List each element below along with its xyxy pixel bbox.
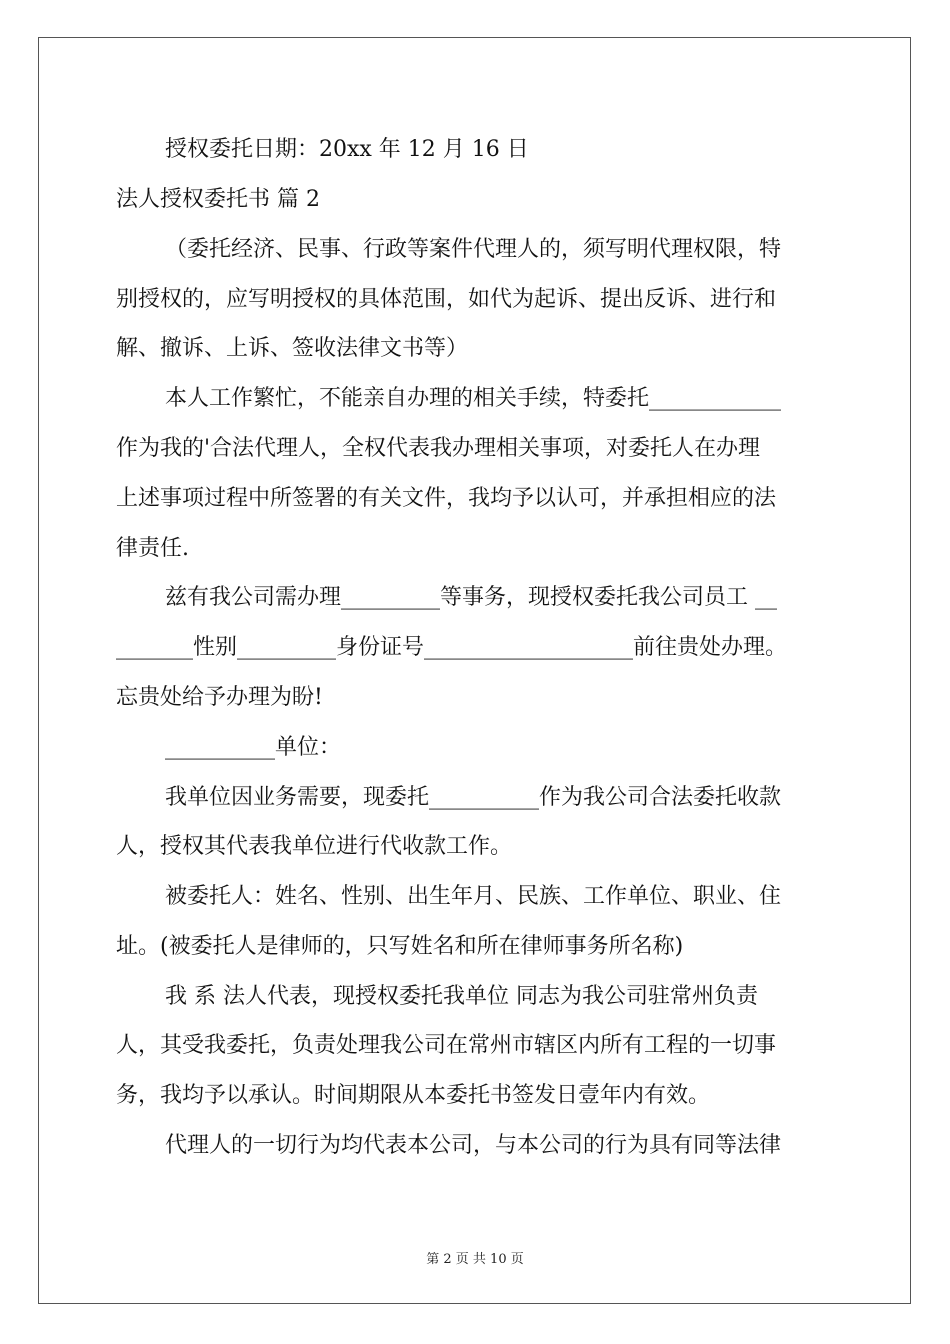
page-border	[38, 37, 911, 1304]
paragraph-line: 人，授权其代表我单位进行代收款工作。	[116, 834, 513, 859]
paragraph-line: 上述事项过程中所签署的有关文件，我均予以认可，并承担相应的法	[116, 486, 777, 511]
paragraph-line: 代理人的一切行为均代表本公司，与本公司的行为具有同等法律	[165, 1133, 782, 1158]
paragraph-line: 址。(被委托人是律师的，只写姓名和所在律师事务所名称)	[116, 934, 684, 959]
date-line: 授权委托日期：20xx 年 12 月 16 日	[165, 137, 529, 162]
paragraph-line: _______性别_________身份证号___________________前往贵处办理。	[116, 635, 788, 660]
section-title: 法人授权委托书 篇 2	[116, 187, 320, 212]
paragraph-line: 别授权的，应写明授权的具体范围，如代为起诉、提出反诉、进行和	[116, 287, 777, 312]
paragraph-line: 解、撤诉、上诉、签收法律文书等）	[116, 336, 469, 361]
paragraph-line: 律责任.	[116, 536, 189, 561]
paragraph-line: 作为我的'合法代理人，全权代表我办理相关事项，对委托人在办理	[116, 436, 761, 461]
paragraph-line: 被委托人：姓名、性别、出生年月、民族、工作单位、职业、住	[165, 884, 782, 909]
page-number-footer: 第 2 页 共 10 页	[426, 1252, 524, 1267]
paragraph-line: 务，我均予以承认。时间期限从本委托书签发日壹年内有效。	[116, 1083, 711, 1108]
paragraph-line: 我 系 法人代表，现授权委托我单位 同志为我公司驻常州负责	[165, 984, 758, 1009]
paragraph-line: 本人工作繁忙，不能亲自办理的相关手续，特委托____________	[165, 386, 782, 411]
paragraph-line: 忘贵处给予办理为盼!	[116, 685, 323, 710]
paragraph-line: 兹有我公司需办理_________等事务，现授权委托我公司员工 __	[165, 585, 777, 610]
paragraph-line: 人，其受我委托，负责处理我公司在常州市辖区内所有工程的一切事	[116, 1033, 777, 1058]
paragraph-line: 我单位因业务需要，现委托__________作为我公司合法委托收款	[165, 785, 782, 810]
paragraph-line: （委托经济、民事、行政等案件代理人的，须写明代理权限，特	[165, 237, 782, 262]
paragraph-line: __________单位：	[165, 735, 342, 760]
